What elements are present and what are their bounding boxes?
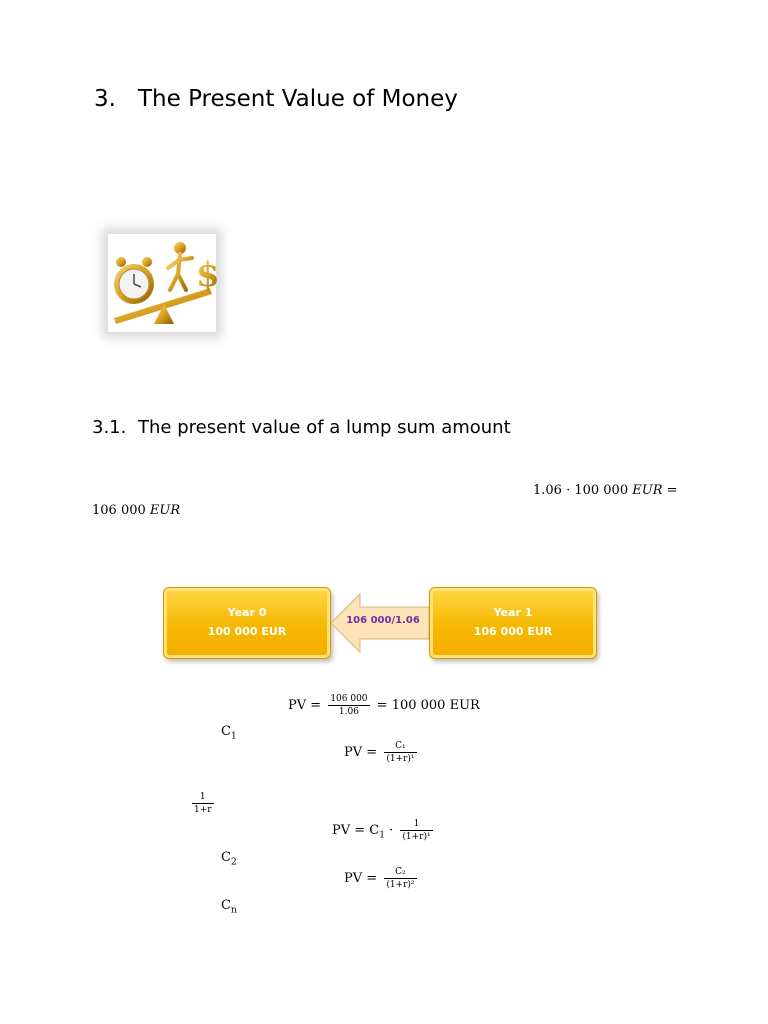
formula-pv-c1-factor	[332, 818, 436, 843]
fraction-numerator: 1	[192, 791, 214, 804]
fraction	[192, 791, 214, 816]
year-0-box	[163, 587, 331, 659]
section-number: 3.	[94, 86, 116, 112]
year-1-amount: 106 000 EUR	[473, 625, 553, 638]
fraction	[384, 740, 416, 765]
symbol-subscript: 1	[230, 731, 237, 742]
symbol-subscript: n	[230, 905, 237, 916]
year-0-amount: 100 000 EUR	[207, 625, 287, 638]
formula-pv-c1	[344, 740, 420, 765]
equation-product: 1.06 · 100 000	[533, 483, 629, 498]
symbol-c1	[221, 724, 237, 742]
discount-arrow	[330, 593, 430, 653]
fraction-denominator: 1+r	[194, 805, 212, 815]
equation-result: 106 000	[92, 503, 146, 518]
formula-lhs: PV =	[344, 871, 378, 886]
fraction-denominator: (1+r)²	[386, 880, 415, 890]
fraction-numerator: C₂	[384, 866, 416, 879]
fraction-numerator: 106 000	[330, 694, 368, 704]
equation-second-line	[92, 503, 180, 518]
symbol-subscript: 2	[230, 857, 237, 868]
formula-lhs: PV =	[344, 745, 378, 760]
section-heading	[94, 86, 458, 112]
fraction-numerator: 1	[400, 818, 432, 831]
fraction-denominator: (1+r)¹	[402, 832, 431, 842]
fraction	[384, 866, 416, 891]
formula-subscript: 1	[379, 830, 385, 841]
year-0-label: Year 0	[227, 606, 267, 619]
fraction	[400, 818, 432, 843]
gold-balance-clock-dollar-image	[108, 234, 220, 332]
year-1-label: Year 1	[493, 606, 533, 619]
subsection-number: 3.1.	[92, 417, 127, 438]
fraction	[328, 693, 369, 718]
formula-pv-c2	[344, 866, 420, 891]
symbol-c: C	[221, 898, 231, 913]
symbol-c2	[221, 850, 237, 868]
formula-lhs: PV =	[288, 698, 322, 713]
equation-unit: EUR	[632, 483, 663, 498]
symbol-c: C	[221, 724, 231, 739]
fraction-denominator: 1.06	[338, 707, 359, 717]
fraction-numerator: C₁	[384, 740, 416, 753]
illustration-graphic	[108, 234, 220, 332]
svg-text:$: $	[196, 255, 220, 295]
section-title: The Present Value of Money	[138, 86, 458, 112]
subsection-title: The present value of a lump sum amount	[138, 417, 511, 438]
equation-equals: =	[666, 483, 678, 498]
arrow-label: 106 000/1.06	[346, 615, 420, 626]
equation-first-line	[533, 483, 678, 498]
formula-lhs: PV = C	[332, 823, 380, 838]
formula-pv-example	[288, 693, 480, 718]
formula-dot: ·	[389, 823, 394, 838]
symbol-c: C	[221, 850, 231, 865]
year-1-box	[429, 587, 597, 659]
fraction-denominator: (1+r)¹	[386, 754, 415, 764]
formula-rhs: = 100 000 EUR	[376, 698, 480, 713]
equation-result-unit: EUR	[149, 503, 181, 518]
formula-discount-factor	[189, 791, 217, 816]
subsection-heading	[92, 417, 511, 438]
symbol-cn	[221, 898, 237, 916]
